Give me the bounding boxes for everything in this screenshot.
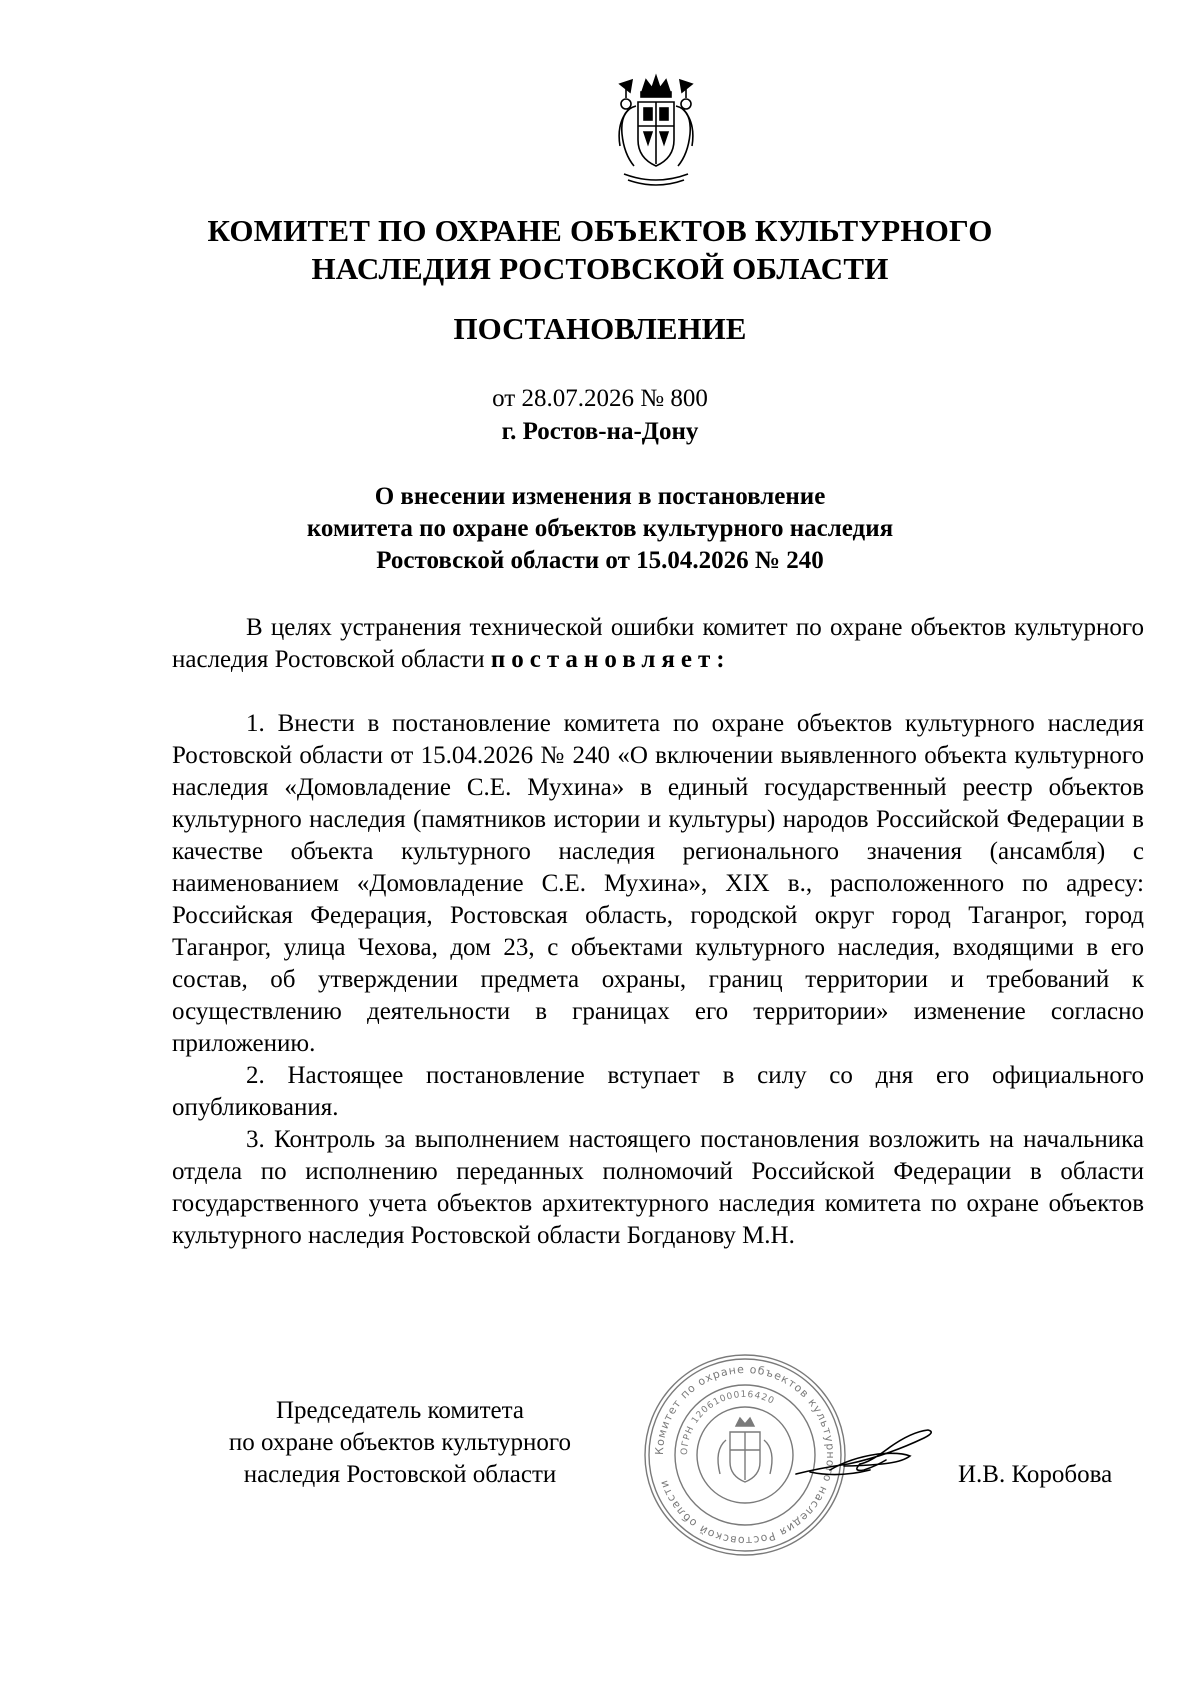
signer-position-line-1: Председатель комитета [276, 1397, 524, 1424]
resolution-item-1: 1. Внести в постановление комитета по охране объектов культурного наследия Ростовской области от 15.04.2026 № 240 «О включении выявленного объекта культурного наследия «Домовладение С.Е. Мухина» в единый государственный реестр объектов культурного наследия (памятников истории и культуры) народов Российской Федерации в качестве объекта культурного наследия регионального значения (ансамбля) с наименованием «Домовладение С.Е. Мухина», XIX в., расположенного по адресу: Российская Федерация, Ростовская область, городской округ город Таганрог, город Таганрог, улица Чехова, дом 23, с объектами культурного наследия, входящими в его состав, об утверждении предмета охраны, границ территории и требований к осуществлению деятельности в границах его территории» изменение согласно приложению. [172, 710, 1144, 1057]
resolution-item-3: 3. Контроль за выполнением настоящего постановления возложить на начальника отдела по исполнению переданных полномочий Российской Федерации в области государственного учета объектов архитектурного наследия комитета по охране объектов культурного наследия Ростовской области Богданову М.Н. [172, 1126, 1144, 1249]
document-city: г. Ростов-на-Дону [501, 418, 699, 445]
stamp-inner-text: ОГРН 1206100016420 [679, 1389, 777, 1456]
subject-line-1: О внесении изменения в постановление [374, 483, 826, 510]
organization-title-line-2: НАСЛЕДИЯ РОСТОВСКОЙ ОБЛАСТИ [311, 251, 889, 286]
signer-position [190, 1395, 610, 1491]
stamp-outer-text: Комитет по охране объектов культурного наследия Ростовской области [652, 1362, 838, 1548]
organization-title-line-1: КОМИТЕТ ПО ОХРАНЕ ОБЪЕКТОВ КУЛЬТУРНОГО [207, 213, 993, 248]
organization-title [0, 212, 1200, 288]
signer-position-line-2: по охране объектов культурного [228, 1429, 572, 1456]
subject-line-2: комитета по охране объектов культурного наследия [306, 515, 894, 542]
subject-line-3: Ростовской области от 15.04.2026 № 240 [376, 547, 824, 574]
signer-name: И.В. Коробова [958, 1461, 1113, 1488]
handwritten-signature-icon [790, 1420, 940, 1490]
preamble-text: В целях устранения технической ошибки комитет по охране объектов культурного наследия Ростовской области [172, 614, 1144, 673]
preamble-paragraph [172, 612, 1144, 676]
coat-of-arms-icon [608, 70, 704, 190]
document-subject [0, 481, 1200, 577]
signer-position-line-3: наследия Ростовской области [243, 1461, 557, 1488]
resolution-item-2: 2. Настоящее постановление вступает в силу со дня его официального опубликования. [172, 1062, 1144, 1121]
document-type: ПОСТАНОВЛЕНИЕ [453, 311, 747, 346]
preamble-keyword: постановляет: [490, 646, 731, 673]
resolution-items [172, 708, 1144, 1252]
document-number-date: от 28.07.2026 № 800 [492, 385, 708, 412]
